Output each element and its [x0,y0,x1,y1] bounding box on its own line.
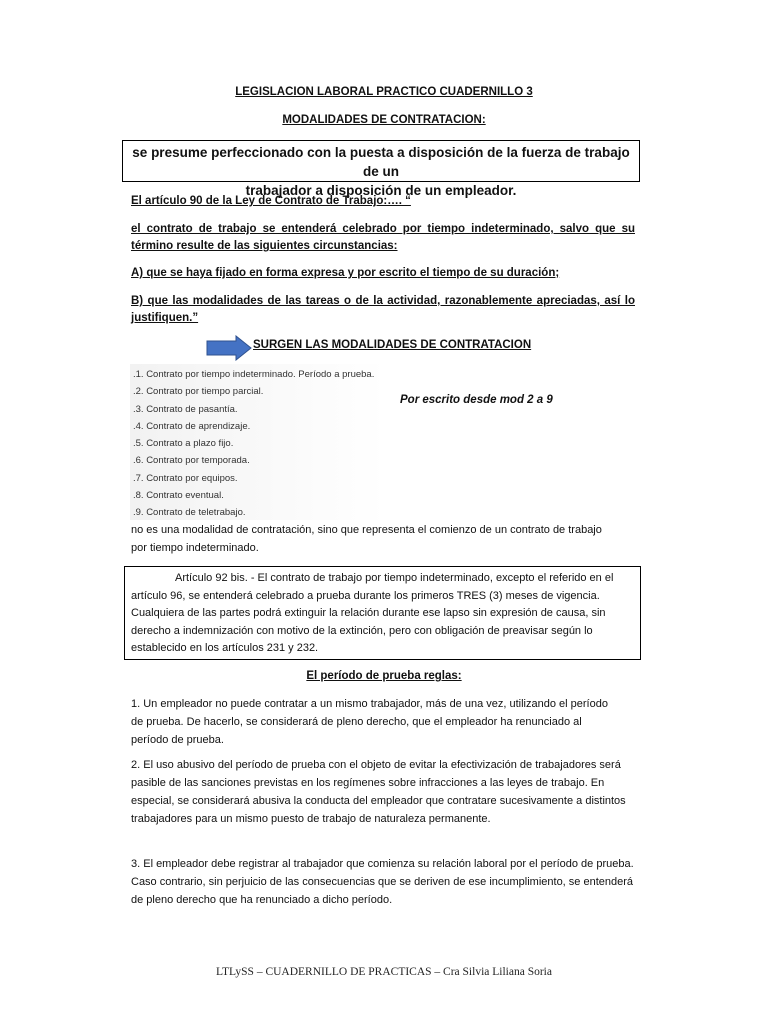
right-arrow-icon [206,335,252,361]
side-note: Por escrito desde mod 2 a 9 [400,394,553,406]
article90-heading: El artículo 90 de la Ley de Contrato de Trabajo:…. “ [131,195,411,207]
modalidades-list [133,366,374,522]
definition-box [122,140,640,198]
article90-text: el contrato de trabajo se entenderá celebrado por tiempo indeterminado, salvo que su término resulte de las siguientes circunstancias: [131,223,635,252]
list-item: .8. Contrato eventual. [133,490,224,502]
list-item: .7. Contrato por equipos. [133,472,238,484]
definition-line-1: se presume perfeccionado con la puesta a disposición de la fuerza de trabajo de un [132,145,630,179]
periodo-rule-3: 3. El empleador debe registrar al trabajador que comienza su relación laboral por el período de prueba. Caso contrario, sin perjuicio de las consecuencias que se deriven de ese incumplimiento, se entenderá de pleno derecho que ha renunciado a dicho período. [131,858,634,906]
periodo-rule-2: 2. El uso abusivo del período de prueba con el objeto de evitar la efectivización de trabajadores será pasible de las sanciones previstas en los regímenes sobre infracciones a las leyes de trabajo. En especial, se considerará abusiva la conducta del empleador que contratare sucesivamente a distintos trabajadores para un mismo puesto de trabajo de naturaleza permanente. [131,759,626,825]
list-item: .2. Contrato por tiempo parcial. [133,386,264,398]
modalidades-heading: SURGEN LAS MODALIDADES DE CONTRATACION [253,339,532,351]
list-item: .1. Contrato por tiempo indeterminado. Período a prueba. [133,369,375,380]
list-item: .6. Contrato por temporada. [133,455,250,467]
document-title: LEGISLACION LABORAL PRACTICO CUADERNILLO 3 [235,86,533,98]
list-item: .4. Contrato de aprendizaje. [133,420,251,432]
document-subtitle: MODALIDADES DE CONTRATACION: [282,114,486,126]
page-footer: LTLySS – CUADERNILLO DE PRACTICAS – Cra Silvia Liliana Soria [216,966,552,978]
article92-box [124,566,641,660]
definition-line-2: trabajador a disposición de un empleador. [245,183,517,198]
article92-text: Artículo 92 bis. - El contrato de trabajo por tiempo indeterminado, excepto el referido en el artículo 96, se entenderá celebrado a prueba durante los primeros TRES (3) meses de vigencia. Cualquiera de las partes podrá extinguir la relación durante ese lapso sin expresión de causa, sin derecho a indemnización con motivo de la extinción, pero con obligación de preavisar según lo establecido en los artículos 231 y 232. [131,572,614,655]
prueba-note: no es una modalidad de contratación, sino que representa el comienzo de un contrato de trabajo por tiempo indeterminado. [131,524,602,554]
periodo-heading: El período de prueba reglas: [306,670,462,682]
list-item: .3. Contrato de pasantía. [133,403,238,415]
list-item: .9. Contrato de teletrabajo. [133,507,246,519]
list-item: .5. Contrato a plazo fijo. [133,438,234,450]
article90-item-b: B) que las modalidades de las tareas o de la actividad, razonablemente apreciadas, así lo justifiquen.” [131,295,635,324]
article90-item-a: A) que se haya fijado en forma expresa y por escrito el tiempo de su duración; [131,267,560,279]
periodo-rule-1: 1. Un empleador no puede contratar a un mismo trabajador, más de una vez, utilizando el período de prueba. De hacerlo, se considerará de pleno derecho, que el empleador ha renunciado al período de prueba. [131,698,608,746]
